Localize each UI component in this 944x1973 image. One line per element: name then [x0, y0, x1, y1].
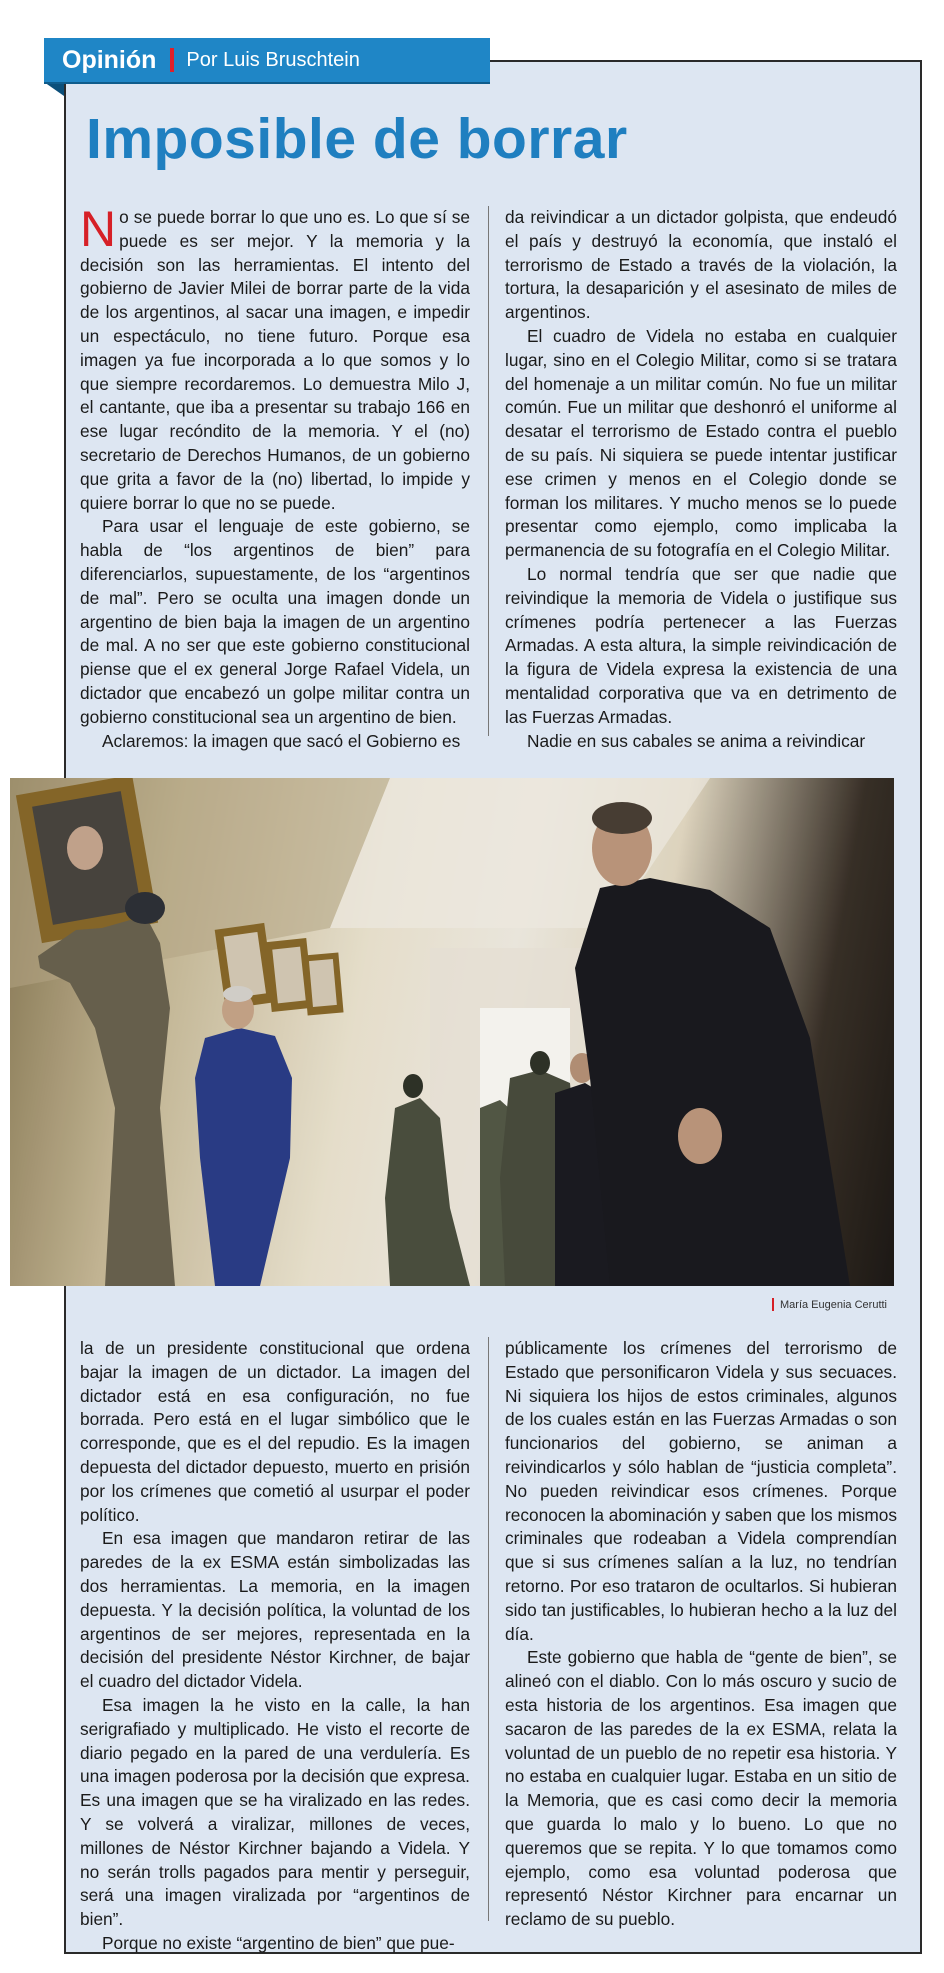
photo-illustration — [10, 778, 894, 1286]
column-divider — [488, 206, 489, 736]
article-paragraph: Aclaremos: la imagen que sacó el Gobierno es — [102, 730, 461, 751]
article-paragraph: Este gobierno que habla de “gente de bien”, se alineó con el diablo. Con lo más oscuro y sucio de esta historia de los argentinos. Esa imagen que sacaron de las paredes de la ex ESMA, relata la voluntad de un pueblo de no repetir esa historia. Y no estaba en cualquier lugar. Estaba en un sitio de la Memoria, que es casi como decir la memoria que guarda lo malo y lo bueno. Lo que no queremos que se repita. Y lo que tomamos como ejemplo, como esa voluntad poderosa que representó Néstor Kirchner para encarnar un reclamo de su pueblo. — [505, 1647, 897, 1930]
headline: Imposible de borrar — [86, 107, 628, 171]
article-paragraph: la de un presidente constitucional que ordena bajar la imagen de un dictador. La imagen del dictador está en esa configuración, no fue borrada. Pero está en el lugar simbólico que le corresponde, que es el del repudio. Es la imagen depuesta del dictador depuesto, muerto en prisión por los crímenes que cometió al usurpar el poder político. — [80, 1338, 470, 1525]
column-bottom-left — [80, 1337, 470, 1956]
column-bottom-right — [505, 1337, 897, 1932]
article-paragraph: En esa imagen que mandaron retirar de las paredes de la ex ESMA están simbolizadas las dos herramientas. La memoria, en la imagen depuesta. Y la decisión política, la voluntad de los argentinos de ser mejores, representada en la decisión del presidente Néstor Kirchner, de bajar el cuadro del dictador Videla. — [80, 1528, 470, 1692]
article-paragraph: da reivindicar a un dictador golpista, que endeudó el país y destruyó la economía, que instaló el terrorismo de Estado a través de la violación, la tortura, la desaparición y el asesinato de miles de argentinos. — [505, 207, 897, 323]
article-paragraph: No se puede borrar lo que uno es. Lo que sí se puede es ser mejor. Y la memoria y la decisión son las herramientas. El intento del gobierno de Javier Milei de borrar parte de la vida de los argentinos, al sacar una imagen, e impedir un espectáculo, no tiene futuro. Porque esa imagen ya fue incorporada a lo que somos y lo que siempre recordaremos. Lo demuestra Milo J, el cantante, que iba a presentar su trabajo 166 en ese lugar recóndito de la memoria. Y el (no) secretario de Derechos Humanos, de un gobierno que grita a favor de la (no) libertad, lo impide y quiere borrar lo que no se puede. — [80, 201, 470, 513]
article-paragraph: Nadie en sus cabales se anima a reivindicar — [527, 730, 866, 751]
header-fold — [44, 82, 64, 96]
column-top-left — [80, 201, 470, 753]
photo-credit-text: María Eugenia Cerutti — [780, 1298, 887, 1311]
section-header — [44, 38, 490, 82]
article-paragraph: Porque no existe “argentino de bien” que pue- — [102, 1932, 455, 1953]
credit-bar — [772, 1298, 774, 1311]
column-top-right — [505, 206, 897, 753]
column-divider — [488, 1337, 489, 1921]
article-paragraph: Para usar el lenguaje de este gobierno, se habla de “los argentinos de bien” para diferenciarlos, supuestamente, de los “argentinos de mal”. Pero se oculta una imagen donde un argentino de bien baja la imagen de un argentino de mal. A no ser que este gobierno constitucional piense que el ex general Jorge Rafael Videla, un dictador que encabezó un golpe militar contra un gobierno constitucional sea un argentino de bien. — [80, 516, 470, 727]
section-label: Opinión — [62, 45, 157, 74]
author-byline: Por Luis Bruschtein — [186, 48, 360, 71]
drop-cap: N — [80, 201, 117, 257]
news-photo — [10, 778, 894, 1286]
article-paragraph: Esa imagen la he visto en la calle, la han serigrafiado y multiplicado. He visto el recorte de diario pegado en la pared de una verdulería. Es una imagen poderosa por la decisión que expresa. Es una imagen que se ha viralizado en las redes. Y se volverá a viralizar, millones de veces, millones de Néstor Kirchner bajando a Videla. Y no serán trolls pagados para mentir y perseguir, será una imagen viralizada por “argentinos de bien”. — [80, 1694, 470, 1930]
separator-bar — [170, 48, 174, 72]
article-paragraph: El cuadro de Videla no estaba en cualquier lugar, sino en el Colegio Militar, como si se tratara del homenaje a un militar común. No fue un militar común. Fue un militar que deshonró el uniforme al desatar el terrorismo de Estado contra el pueblo de su país. Ni siquiera se puede intentar justificar ese crimen y menos en el Colegio donde se forman los militares. Y mucho menos se lo puede presentar como ejemplo, como implicaba la permanencia de su fotografía en el Colegio Militar. — [505, 325, 897, 561]
photo-credit — [772, 1298, 887, 1311]
article-paragraph: públicamente los crímenes del terrorismo de Estado que personificaron Videla y sus secuaces. Ni siquiera los hijos de estos criminales, algunos de los cuales están en las Fuerzas Armadas o son funcionarios del gobierno, se animan a reivindicarlos y sólo hablan de “justicia completa”. No pueden reivindicar esos crímenes. Porque reconocen la abominación y saben que los mismos criminales que rodeaban a Videla comprendían que si sus crímenes salían a la luz, no tendrían retorno. Por eso trataron de ocultarlos. Si hubieran sido tan justificables, lo hubieran hecho a la luz del día. — [505, 1338, 897, 1644]
article-paragraph: Lo normal tendría que ser que nadie que reivindique la memoria de Videla o justifique sus crímenes podría pertenecer a las Fuerzas Armadas. A esta altura, la simple reivindicación de la figura de Videla expresa la existencia de una mentalidad corporativa que va en detrimento de las Fuerzas Armadas. — [505, 563, 897, 727]
